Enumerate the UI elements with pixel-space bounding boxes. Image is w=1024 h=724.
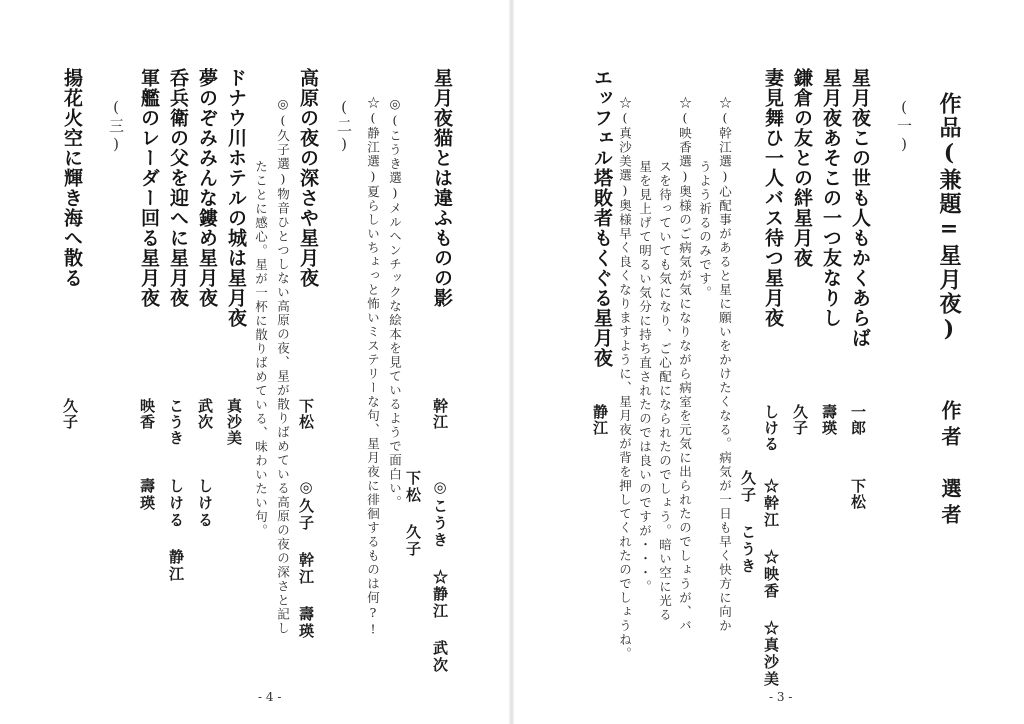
haiku-text: 呑兵衛の父を迎へに星月夜: [167, 68, 189, 308]
haiku-selectors: ☆幹江 ☆映香 ☆真沙美: [762, 478, 780, 688]
comment-line: ☆(映香選)奥様のご病気が気になりながら病室を元気に出られたのでしょうが、バ: [677, 96, 693, 633]
haiku-text: 星月夜猫とは違ふものの影: [431, 68, 453, 308]
haiku-author: 一郎: [849, 404, 867, 436]
haiku-text: 妻見舞ひ一人バス待つ星月夜: [762, 68, 784, 328]
comment-line: ☆(静江選)夏らしいちょっと怖いミステリーな句、星月夜に徘徊するものは何?!: [365, 96, 381, 638]
haiku-author: 久子: [61, 398, 79, 430]
haiku-selectors: ◎こうき ☆静江 武次: [431, 478, 449, 674]
haiku-selectors: 下松: [849, 478, 867, 510]
comment-line: ◎(久子選)物音ひとつしない高原の夜、星が散りばめている高原の夜の深さと記し: [275, 96, 291, 636]
comment-line: スを待っていても気になり、ご心配になられたのでしょう。暗い空に光る: [657, 160, 673, 622]
section-heading: (三): [107, 98, 125, 155]
haiku-text: 夢のぞみみんな鏤め星月夜: [196, 68, 218, 308]
comment-line: 星を見上げて明るい気分に持ち直されたのでは良いのですが・・・。: [637, 160, 653, 594]
haiku-selectors: 下松 久子: [404, 470, 422, 558]
haiku-selectors: 壽瑛: [138, 478, 156, 512]
haiku-author: 壽瑛: [820, 404, 838, 436]
haiku-author: 幹江: [431, 398, 449, 430]
haiku-selectors: しける: [196, 478, 214, 529]
haiku-text: 星月夜あそこの一つ友なりし: [820, 68, 842, 328]
haiku-text: 揚花火空に輝き海へ散る: [61, 68, 83, 288]
haiku-author: しける: [762, 404, 780, 452]
comment-line: ◎(こうき選)メルヘンチックな絵本を見ているようで面白い。: [387, 96, 403, 510]
haiku-text: 高原の夜の深さや星月夜: [297, 68, 319, 288]
haiku-selectors: 久子 こうき: [739, 470, 757, 575]
haiku-author: 真沙美: [225, 398, 243, 446]
section-heading: (一): [895, 98, 913, 155]
haiku-text: エッフェル塔敗者もくぐる星月夜: [591, 68, 613, 368]
haiku-selectors: しける 静江: [167, 478, 185, 583]
comment-line: ☆(真沙美選)奥様早く良くなりますように、星月夜が背を押してくれたのでしょうね。: [617, 96, 633, 661]
haiku-author: 静江: [591, 404, 609, 436]
comment-line: たことに感心。星が一杯に散りばめている、味わいたい句。: [253, 160, 269, 538]
comment-line: ☆(幹江選)心配事があると星に願いをかけたくなる。病気が一日も早く快方に向か: [717, 96, 733, 633]
section-heading: (二): [335, 98, 353, 155]
haiku-author: こうき: [167, 398, 185, 446]
haiku-selectors: ◎久子 幹江 壽瑛: [297, 478, 315, 640]
haiku-text: 軍艦のレーダー回る星月夜: [138, 68, 160, 308]
haiku-author: 下松: [297, 398, 315, 430]
page-title: 作品(兼題=星月夜): [936, 92, 962, 344]
column-header-author: 作者: [938, 400, 962, 452]
haiku-author: 映香: [138, 398, 156, 430]
comment-line: うよう祈るのみです。: [697, 160, 713, 300]
haiku-text: ドナウ川ホテルの城は星月夜: [225, 68, 247, 328]
right-page: [514, 0, 1024, 724]
haiku-author: 久子: [791, 404, 809, 436]
page-number: - 3 -: [769, 690, 793, 704]
page-number: - 4 -: [258, 690, 282, 704]
haiku-text: 星月夜この世も人もかくあらば: [849, 68, 871, 348]
haiku-text: 鎌倉の友との絆星月夜: [791, 68, 813, 268]
haiku-author: 武次: [196, 398, 214, 430]
left-page: [0, 0, 510, 724]
column-header-selector: 選者: [938, 478, 962, 530]
